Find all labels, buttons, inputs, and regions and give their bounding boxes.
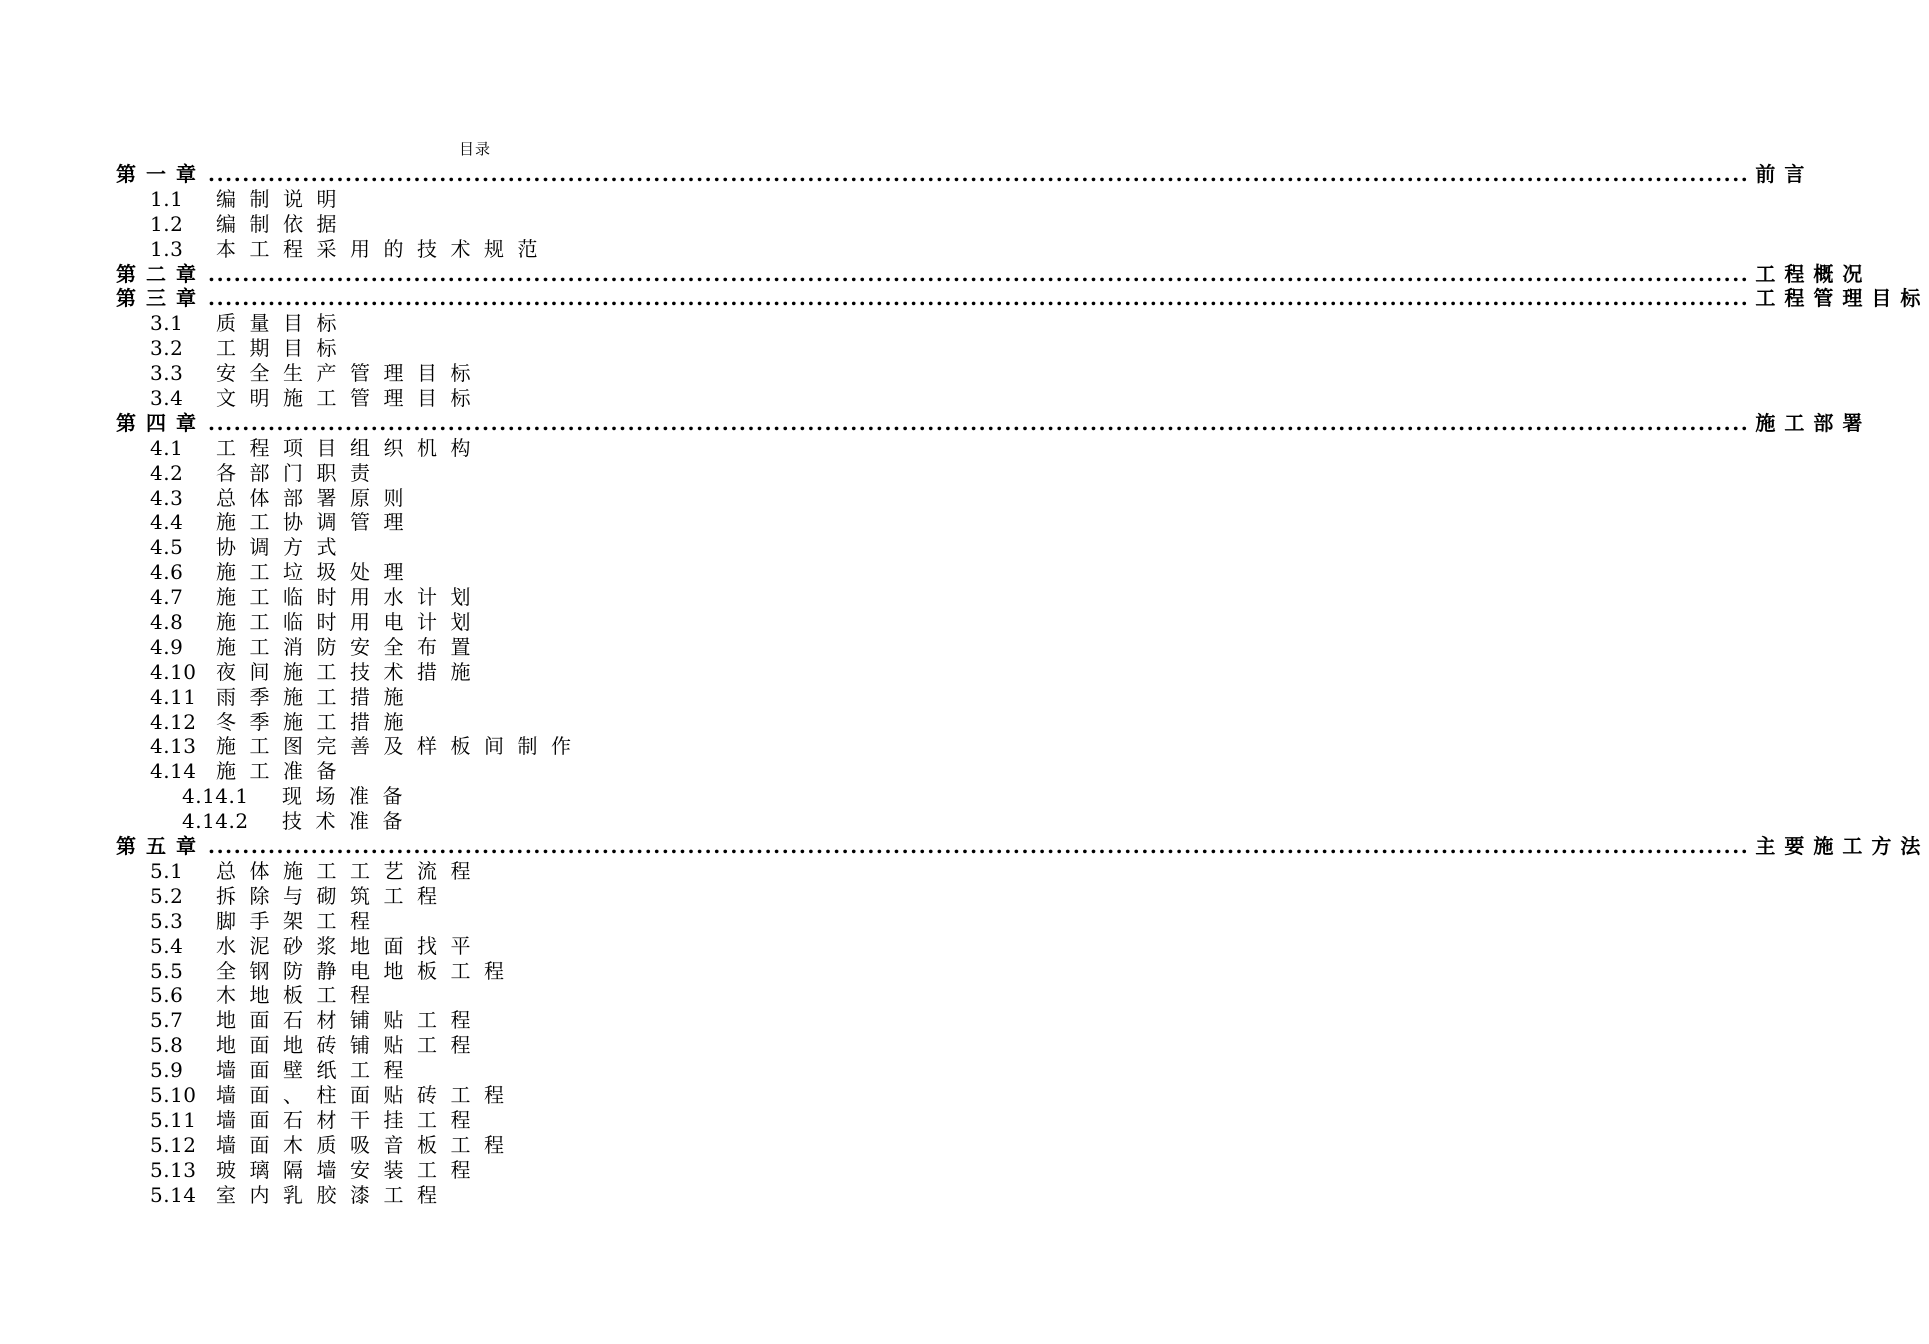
section-title: 工程项目组织机构 [216,435,484,460]
toc-section-entry[interactable] [116,759,824,784]
chapter-title: 施工部署 [1755,410,1872,435]
toc-section-entry[interactable] [116,1058,824,1083]
toc-section-entry[interactable] [116,1033,824,1058]
section-title: 安全生产管理目标 [216,361,484,386]
toc-title: 目录 [458,140,491,158]
toc-section-entry[interactable] [116,859,824,884]
section-title: 质量目标 [216,311,350,336]
toc-section-entry[interactable] [116,1158,824,1183]
section-number: 4.3 [150,485,184,510]
section-number: 5.1 [150,858,184,883]
toc-section-entry[interactable] [116,983,824,1008]
chapter-label: 第一章 [116,162,206,186]
section-number: 4.11 [150,684,197,709]
section-number: 5.2 [150,883,184,908]
section-title: 本工程采用的技术规范 [216,236,551,261]
leader-dots: .................................................................................................................................................................................... [208,410,1750,435]
toc-section-entry[interactable] [116,237,824,262]
section-title: 水泥砂浆地面找平 [216,933,484,958]
toc-section-entry[interactable] [116,585,824,610]
toc-section-entry[interactable] [116,1083,824,1108]
section-title: 墙面木质吸音板工程 [216,1132,518,1157]
section-number: 5.6 [150,983,184,1008]
toc-section-entry[interactable] [116,1108,824,1133]
chapter-title: 工程概况 [1755,261,1872,286]
toc-section-entry[interactable] [116,187,824,212]
section-title: 编制依据 [216,211,350,236]
section-number: 4.2 [150,460,184,485]
section-number: 4.4 [150,510,184,535]
toc-section-entry[interactable] [116,361,824,386]
toc-section-entry[interactable] [116,461,824,486]
section-title: 总体施工工艺流程 [216,858,484,883]
toc-subsection-entry[interactable] [116,809,824,834]
section-number: 5.10 [150,1082,197,1107]
section-title: 雨季施工措施 [216,684,417,709]
toc-section-entry[interactable] [116,1133,824,1158]
toc-section-entry[interactable] [116,510,824,535]
toc-section-entry[interactable] [116,959,824,984]
section-title: 各部门职责 [216,460,384,485]
section-title: 室内乳胶漆工程 [216,1182,451,1207]
section-number: 4.6 [150,560,184,585]
toc-section-entry[interactable] [116,560,824,585]
section-number: 5.5 [150,958,184,983]
section-title: 墙面、柱面贴砖工程 [216,1082,518,1107]
table-of-contents [116,162,1929,1207]
section-number: 4.5 [150,535,184,560]
leader-dots: .................................................................................................................................................................................... [208,286,1750,311]
chapter-label: 第二章 [116,261,206,286]
toc-section-entry[interactable] [116,535,824,560]
section-number: 5.12 [150,1132,197,1157]
section-title: 玻璃隔墙安装工程 [216,1157,484,1182]
section-number: 5.11 [150,1107,197,1132]
chapter-label: 第三章 [116,286,206,311]
toc-chapter-entry[interactable] [116,834,1929,859]
section-number: 4.9 [150,634,184,659]
toc-chapter-entry[interactable] [116,162,1814,187]
section-title: 施工准备 [216,759,350,784]
section-title: 协调方式 [216,535,350,560]
subsection-number: 4.14.2 [182,809,249,834]
section-number: 4.14 [150,759,197,784]
section-number: 1.2 [150,211,184,236]
leader-dots: .................................................................................................................................................................................... [208,261,1750,286]
section-title: 地面石材铺贴工程 [216,1008,484,1033]
subsection-number: 4.14.1 [182,784,249,809]
section-title: 全钢防静电地板工程 [216,958,518,983]
toc-section-entry[interactable] [116,311,824,336]
toc-section-entry[interactable] [116,635,824,660]
section-title: 施工垃圾处理 [216,560,417,585]
toc-section-entry[interactable] [116,1183,824,1208]
section-title: 文明施工管理目标 [216,386,484,411]
chapter-label: 第五章 [116,834,206,859]
toc-section-entry[interactable] [116,486,824,511]
leader-dots: .................................................................................................................................................................................... [208,162,1750,186]
section-number: 4.13 [150,734,197,759]
toc-section-entry[interactable] [116,884,824,909]
section-number: 5.3 [150,908,184,933]
section-number: 4.7 [150,585,184,610]
section-number: 4.1 [150,435,184,460]
toc-section-entry[interactable] [116,685,824,710]
section-number: 5.14 [150,1182,197,1207]
section-title: 脚手架工程 [216,908,384,933]
toc-section-entry[interactable] [116,660,824,685]
chapter-title: 工程管理目标 [1755,286,1929,311]
section-number: 3.2 [150,336,184,361]
toc-subsection-entry[interactable] [116,784,824,809]
section-title: 工期目标 [216,336,350,361]
toc-section-entry[interactable] [116,436,824,461]
toc-section-entry[interactable] [116,386,824,411]
toc-section-entry[interactable] [116,336,824,361]
toc-chapter-entry[interactable] [116,410,1872,436]
toc-section-entry[interactable] [116,909,824,934]
section-title: 施工临时用水计划 [216,585,484,610]
section-number: 5.4 [150,933,184,958]
section-title: 总体部署原则 [216,485,417,510]
toc-section-entry[interactable] [116,710,824,735]
toc-chapter-entry[interactable] [116,261,1872,287]
section-title: 施工图完善及样板间制作 [216,734,585,759]
section-title: 施工协调管理 [216,510,417,535]
chapter-title: 主要施工方法 [1755,834,1929,859]
section-number: 5.9 [150,1058,184,1083]
leader-dots: .................................................................................................................................................................................... [208,834,1750,859]
toc-section-entry[interactable] [116,734,824,759]
toc-section-entry[interactable] [116,934,824,959]
section-title: 拆除与砌筑工程 [216,883,451,908]
section-number: 1.3 [150,236,184,261]
section-number: 1.1 [150,186,184,211]
subsection-title: 技术准备 [282,809,416,834]
section-title: 施工消防安全布置 [216,634,484,659]
section-number: 5.8 [150,1033,184,1058]
toc-chapter-entry[interactable] [116,286,1929,311]
toc-section-entry[interactable] [116,610,824,635]
section-number: 4.10 [150,659,197,684]
section-title: 墙面壁纸工程 [216,1058,417,1083]
section-number: 3.3 [150,361,184,386]
section-title: 编制说明 [216,186,350,211]
section-number: 4.12 [150,709,197,734]
section-number: 4.8 [150,610,184,635]
section-title: 墙面石材干挂工程 [216,1107,484,1132]
section-title: 夜间施工技术措施 [216,659,484,684]
section-title: 木地板工程 [216,983,384,1008]
toc-section-entry[interactable] [116,1008,824,1033]
section-number: 3.1 [150,311,184,336]
section-title: 地面地砖铺贴工程 [216,1033,484,1058]
section-number: 5.7 [150,1008,184,1033]
chapter-label: 第四章 [116,410,206,435]
section-title: 冬季施工措施 [216,709,417,734]
chapter-title: 前言 [1755,162,1814,186]
section-number: 5.13 [150,1157,197,1182]
section-number: 3.4 [150,386,184,411]
toc-section-entry[interactable] [116,212,824,237]
subsection-title: 现场准备 [282,784,416,809]
section-title: 施工临时用电计划 [216,610,484,635]
